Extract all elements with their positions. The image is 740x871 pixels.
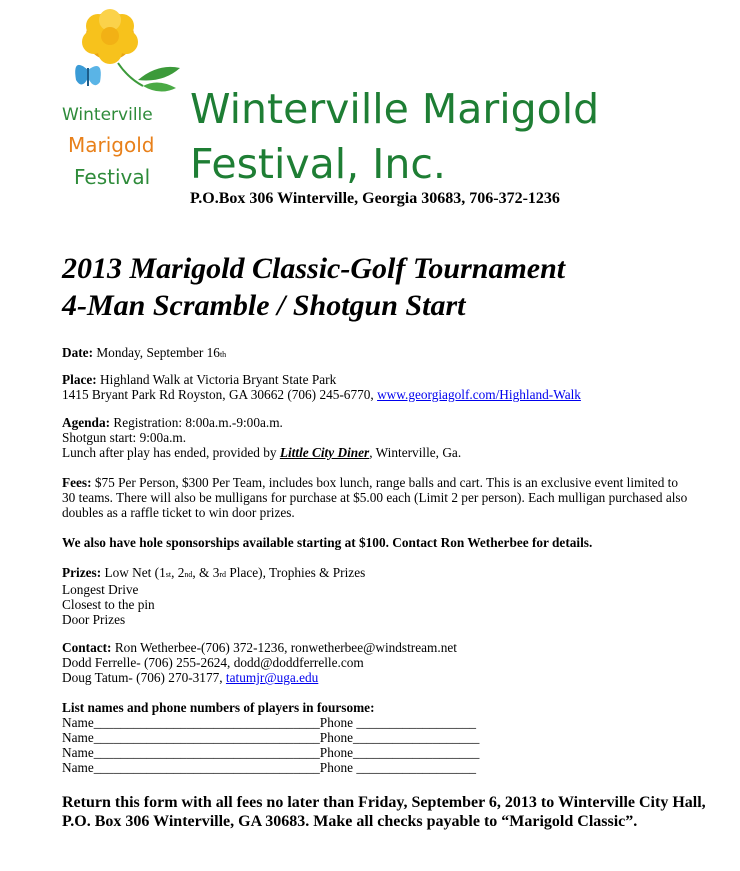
player-name-field[interactable]: Name__________________________________	[62, 730, 320, 745]
player-row	[62, 760, 692, 775]
agenda-shotgun: Shotgun start: 9:00a.m.	[62, 430, 187, 445]
player-name-field[interactable]: Name__________________________________	[62, 715, 320, 730]
fees-text: $75 Per Person, $300 Per Team, includes box lunch, range balls and cart. This is an exclusive event limited to 30 teams. There will also be mulligans for purchase at $5.00 each (Limit 2 per person). Each mulligan purchased also doubles as a raffle ticket to win door prizes.	[62, 475, 688, 520]
leaf-icon	[143, 82, 176, 91]
agenda-lunch-post: , Winterville, Ga.	[369, 445, 462, 460]
contact-line: Dodd Ferrelle- (706) 255-2624, dodd@doddferrelle.com	[62, 655, 364, 670]
sponsorship-note: We also have hole sponsorships available starting at $100. Contact Ron Wetherbee for details.	[62, 535, 593, 550]
player-row	[62, 715, 692, 730]
player-phone-field[interactable]: Phone___________________	[319, 730, 480, 745]
prizes-label: Prizes:	[62, 565, 102, 580]
player-row	[62, 745, 692, 760]
org-title-line2: Festival, Inc.	[190, 140, 446, 188]
place-link[interactable]: www.georgiagolf.com/Highland-Walk	[377, 387, 581, 402]
contact-label: Contact:	[62, 640, 112, 655]
contact-section	[62, 640, 692, 685]
return-instructions: Return this form with all fees no later than Friday, September 6, 2013 to Winterville City Hall, P.O. Box 306 Winterville, GA 30683. Make all checks payable to “Marigold Classic”.	[62, 794, 706, 830]
players-section	[62, 700, 692, 775]
player-phone-field[interactable]: Phone __________________	[319, 715, 477, 730]
place-address: 1415 Bryant Park Rd Royston, GA 30662 (706) 245-6770,	[62, 387, 374, 402]
fees-label: Fees:	[62, 475, 92, 490]
festival-logo	[58, 8, 183, 193]
prize-item: Longest Drive	[62, 582, 139, 597]
fees-section	[62, 475, 692, 520]
player-name-field[interactable]: Name__________________________________	[62, 760, 320, 775]
contact-line: Doug Tatum- (706) 270-3177,	[62, 670, 223, 685]
place-label: Place:	[62, 372, 97, 387]
event-title	[62, 250, 565, 324]
date-value: Monday, September 16	[96, 345, 220, 360]
event-title-line1: 2013 Marigold Classic-Golf Tournament	[62, 252, 566, 285]
leaf-icon	[138, 67, 180, 81]
org-title-line1: Winterville Marigold	[190, 85, 600, 133]
flower-stem	[118, 63, 143, 86]
logo-line-marigold: Marigold	[68, 133, 155, 157]
prize-item: Closest to the pin	[62, 597, 155, 612]
prize-low-net: Low Net (1st, 2nd, & 3rd Place), Trophies & Prizes	[104, 565, 366, 580]
prizes-section	[62, 565, 692, 627]
date-label: Date:	[62, 345, 94, 360]
player-phone-field[interactable]: Phone __________________	[319, 760, 477, 775]
players-heading: List names and phone numbers of players in foursome:	[62, 700, 375, 715]
butterfly-icon	[75, 65, 101, 86]
date-section	[62, 345, 692, 362]
contact-email-link[interactable]: tatumjr@uga.edu	[225, 670, 319, 685]
prize-item: Door Prizes	[62, 612, 126, 627]
agenda-section	[62, 415, 692, 460]
player-name-field[interactable]: Name__________________________________	[62, 745, 320, 760]
player-row	[62, 730, 692, 745]
agenda-label: Agenda:	[62, 415, 111, 430]
event-title-line2: 4-Man Scramble / Shotgun Start	[62, 289, 466, 322]
place-section	[62, 372, 692, 402]
logo-line-festival: Festival	[74, 165, 151, 189]
agenda-lunch-pre: Lunch after play has ended, provided by	[62, 445, 277, 460]
marigold-flower-icon	[82, 9, 138, 64]
logo-line-winterville: Winterville	[62, 105, 153, 125]
place-name: Highland Walk at Victoria Bryant State Park	[100, 372, 337, 387]
contact-line: Ron Wetherbee-(706) 372-1236, ronwetherbee@windstream.net	[114, 640, 457, 655]
player-phone-field[interactable]: Phone___________________	[319, 745, 480, 760]
agenda-registration: Registration: 8:00a.m.-9:00a.m.	[113, 415, 283, 430]
org-address: P.O.Box 306 Winterville, Georgia 30683, 706-372-1236	[190, 190, 560, 207]
diner-name: Little City Diner	[279, 445, 370, 460]
org-title	[190, 82, 599, 192]
date-suffix: th	[219, 350, 227, 359]
